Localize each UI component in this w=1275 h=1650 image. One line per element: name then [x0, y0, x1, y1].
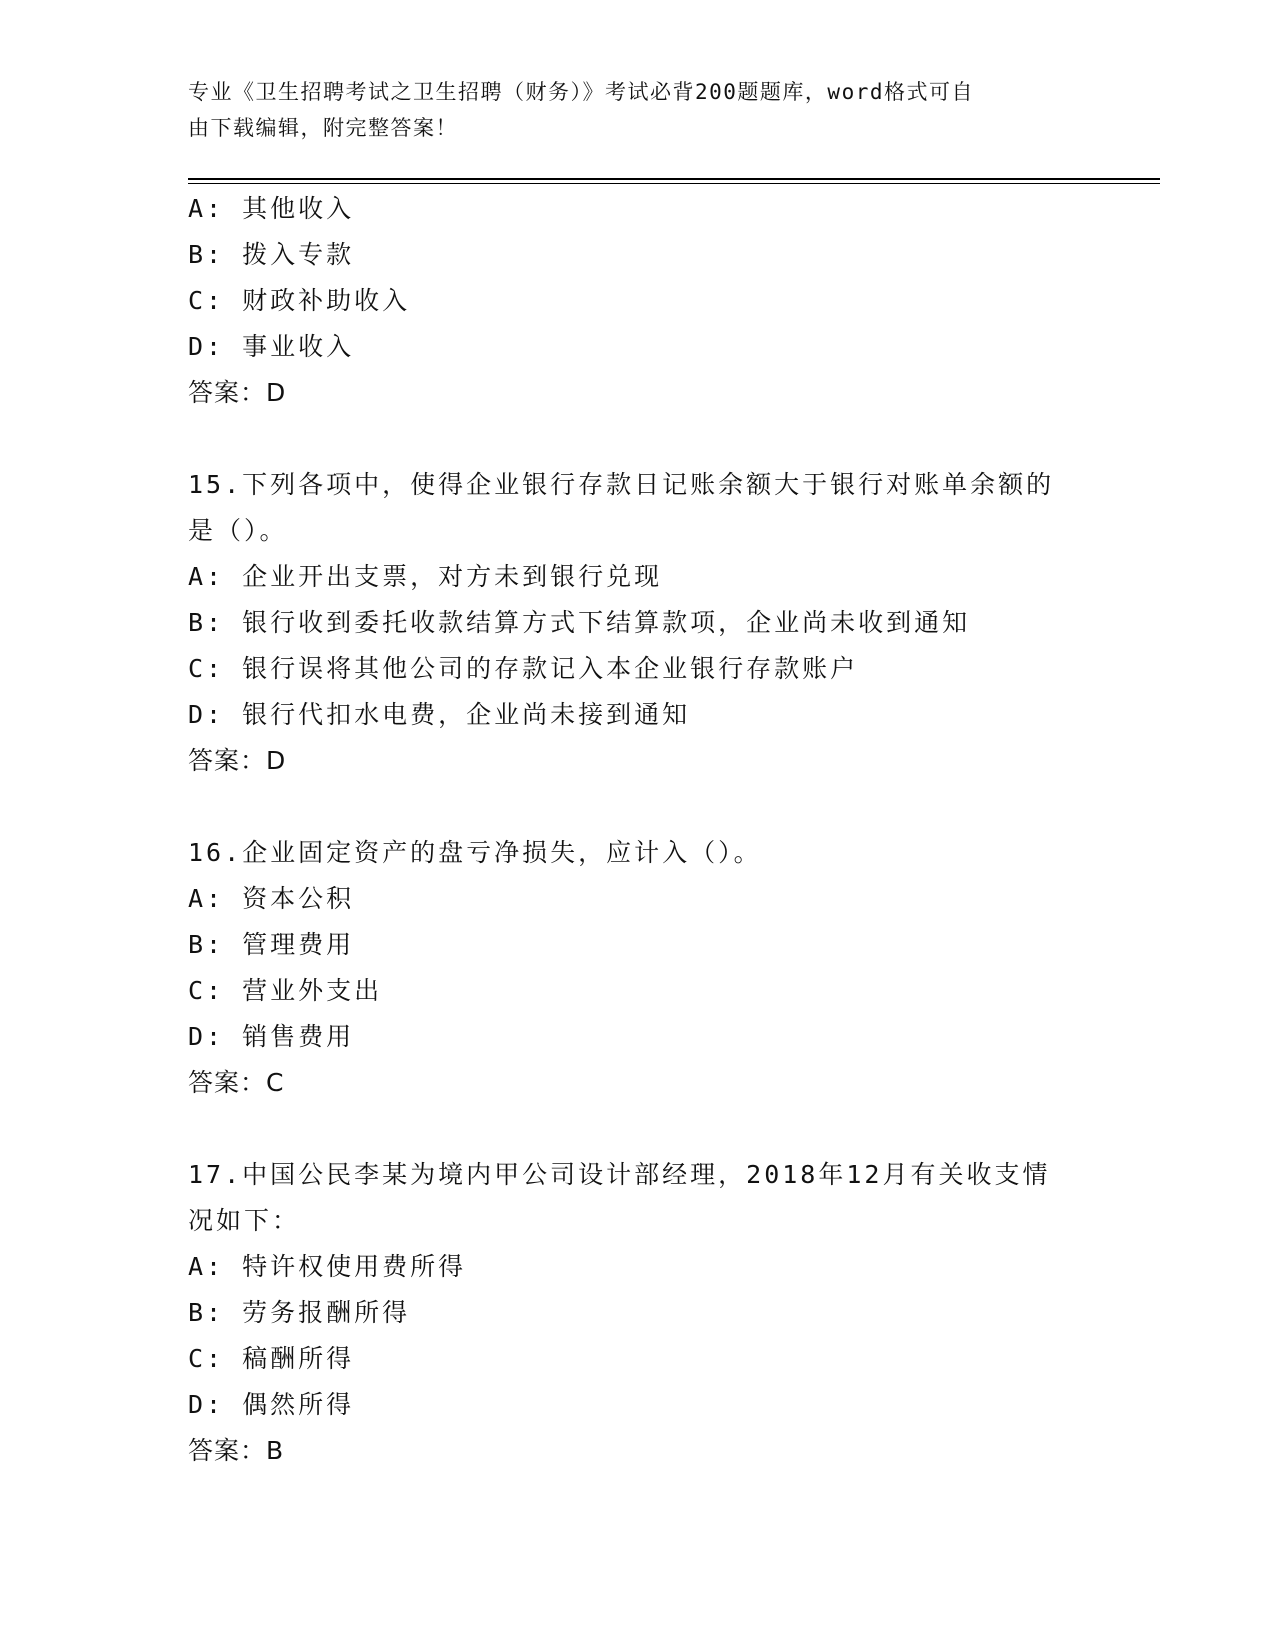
- answer-line: 答案：C: [188, 1068, 285, 1097]
- question-stem-line-1: 16.企业固定资产的盘亏净损失，应计入（）。: [188, 838, 762, 867]
- option-b: B: 管理费用: [188, 930, 355, 959]
- option-a: A: 其他收入: [188, 194, 355, 223]
- option-c: C: 营业外支出: [188, 976, 383, 1005]
- question-stem-line-2: 是（）。: [188, 516, 288, 545]
- option-a: A: 企业开出支票，对方未到银行兑现: [188, 562, 663, 591]
- option-c: C: 稿酬所得: [188, 1344, 355, 1373]
- question-list: [188, 186, 1088, 1474]
- option-b: B: 拨入专款: [188, 240, 355, 269]
- answer-line: 答案：D: [188, 746, 287, 775]
- header-line-2: 由下载编辑，附完整答案！: [188, 116, 458, 140]
- option-d: D: 银行代扣水电费，企业尚未接到通知: [188, 700, 691, 729]
- header-divider-thick: [188, 178, 1160, 180]
- header-divider-thin: [188, 183, 1160, 184]
- question-block-17: [188, 1152, 1088, 1474]
- document-header: [188, 74, 1088, 146]
- option-a: A: 资本公积: [188, 884, 355, 913]
- option-c: C: 财政补助收入: [188, 286, 411, 315]
- option-a: A: 特许权使用费所得: [188, 1252, 467, 1281]
- option-d: D: 销售费用: [188, 1022, 355, 1051]
- question-stem-line-2: 况如下：: [188, 1206, 301, 1235]
- question-stem-line-1: 15.下列各项中，使得企业银行存款日记账余额大于银行对账单余额的: [188, 470, 1055, 499]
- spacer: [188, 1106, 1088, 1152]
- question-stem-line-1: 17.中国公民李某为境内甲公司设计部经理，2018年12月有关收支情: [188, 1160, 1051, 1189]
- option-c: C: 银行误将其他公司的存款记入本企业银行存款账户: [188, 654, 859, 683]
- option-b: B: 银行收到委托收款结算方式下结算款项，企业尚未收到通知: [188, 608, 971, 637]
- answer-line: 答案：B: [188, 1436, 285, 1465]
- question-block-14: [188, 186, 1088, 416]
- option-b: B: 劳务报酬所得: [188, 1298, 411, 1327]
- question-block-15: [188, 462, 1088, 784]
- spacer: [188, 784, 1088, 830]
- option-d: D: 偶然所得: [188, 1390, 355, 1419]
- answer-line: 答案：D: [188, 378, 287, 407]
- spacer: [188, 416, 1088, 462]
- header-line-1: 专业《卫生招聘考试之卫生招聘（财务）》考试必背200题题库，word格式可自: [188, 80, 974, 104]
- question-block-16: [188, 830, 1088, 1106]
- option-d: D: 事业收入: [188, 332, 355, 361]
